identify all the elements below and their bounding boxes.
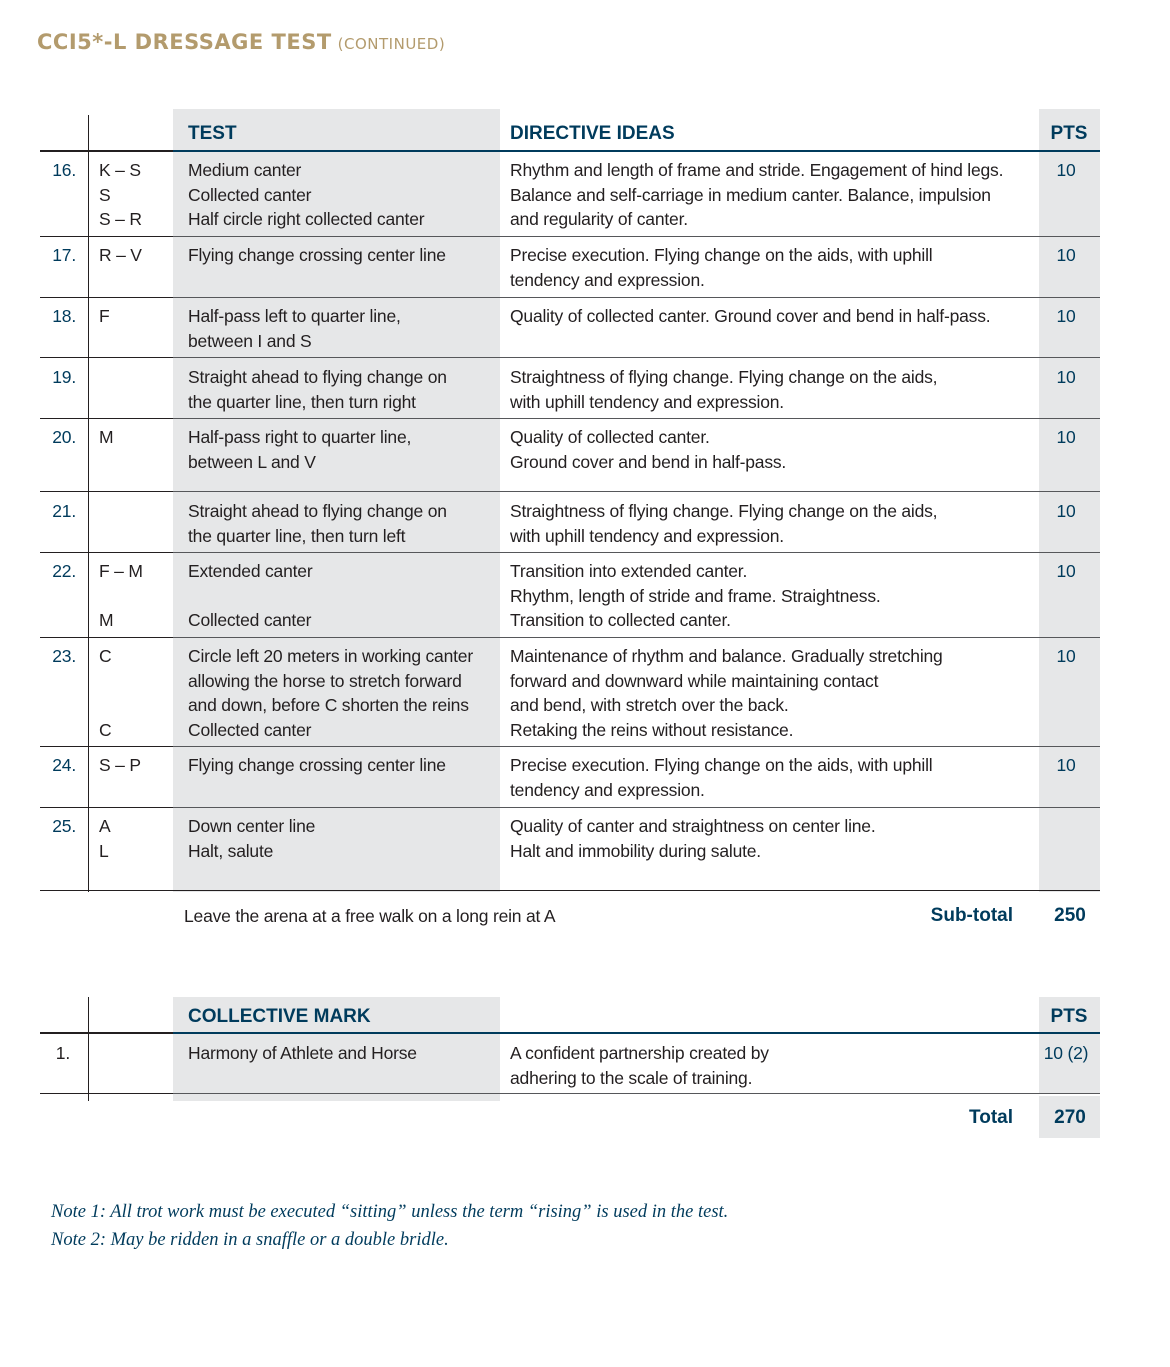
movement-markers-line bbox=[99, 693, 111, 718]
movement-directive-line: Ground cover and bend in half-pass. bbox=[510, 451, 787, 472]
movement-directive bbox=[510, 753, 932, 802]
movement-markers-line: C bbox=[99, 646, 112, 666]
movement-test-line: Straight ahead to flying change on bbox=[188, 501, 447, 521]
movement-markers bbox=[99, 243, 142, 268]
movement-test-line: Flying change crossing center line bbox=[188, 755, 446, 775]
movement-test bbox=[188, 365, 447, 414]
movement-directive-line: forward and downward while maintaining contact bbox=[510, 670, 879, 691]
movement-directive bbox=[510, 499, 937, 548]
movement-number: 19. bbox=[52, 367, 76, 387]
collective-header-rule bbox=[173, 1032, 1100, 1034]
movement-test bbox=[188, 559, 312, 633]
movement-directive-line: Halt and immobility during salute. bbox=[510, 840, 761, 861]
test-column-header: TEST bbox=[188, 123, 237, 144]
pts-column-header: PTS bbox=[1050, 123, 1088, 144]
row-divider bbox=[173, 357, 1100, 358]
movement-markers-line: F – M bbox=[99, 561, 143, 581]
row-divider-left bbox=[40, 807, 173, 808]
movement-pts: 10 bbox=[1056, 306, 1076, 326]
page-title-subtitle: (CONTINUED) bbox=[337, 35, 446, 53]
movement-number: 18. bbox=[52, 306, 76, 326]
movement-directive bbox=[510, 365, 937, 414]
movement-directive bbox=[510, 644, 943, 742]
movement-pts: 10 bbox=[1056, 561, 1076, 581]
movement-directive-line: and regularity of canter. bbox=[510, 209, 688, 229]
movement-directive-line: Transition into extended canter. bbox=[510, 561, 748, 581]
row-divider bbox=[173, 746, 1100, 747]
row-divider-left bbox=[40, 746, 173, 747]
movement-test-line: Collected canter bbox=[188, 719, 312, 740]
row-divider bbox=[173, 418, 1100, 419]
movement-test-line: Down center line bbox=[188, 816, 316, 836]
movement-number: 25. bbox=[52, 816, 76, 836]
movement-test-line: and down, before C shorten the reins bbox=[188, 695, 469, 715]
movement-markers-line: F bbox=[99, 306, 110, 326]
movement-number: 21. bbox=[52, 501, 76, 521]
movement-test-line: Collected canter bbox=[188, 610, 312, 630]
row-divider-left bbox=[40, 491, 173, 492]
movement-directive-line: tendency and expression. bbox=[510, 779, 705, 800]
movement-directive-line: Transition to collected canter. bbox=[510, 610, 731, 630]
movement-test-line: Flying change crossing center line bbox=[188, 245, 446, 265]
collective-pts-header: PTS bbox=[1050, 1006, 1088, 1027]
header-rule bbox=[173, 150, 1100, 152]
movement-pts: 10 bbox=[1056, 367, 1076, 387]
movement-directive-line: tendency and expression. bbox=[510, 269, 705, 290]
movement-directive-line: Maintenance of rhythm and balance. Gradually stretching bbox=[510, 646, 943, 666]
note-1: Note 1: All trot work must be executed “sitting” unless the term “rising” is used in the test. bbox=[51, 1202, 729, 1222]
movement-test-line: Collected canter bbox=[188, 184, 312, 205]
movement-directive-line: and bend, with stretch over the back. bbox=[510, 695, 789, 715]
movement-test-line: Half circle right collected canter bbox=[188, 209, 425, 229]
movement-markers bbox=[99, 814, 110, 863]
movement-markers-line: S – P bbox=[99, 755, 141, 775]
movement-markers-line: C bbox=[99, 719, 112, 740]
movement-test-line: Medium canter bbox=[188, 160, 302, 180]
row-divider bbox=[173, 236, 1100, 237]
row-divider bbox=[173, 552, 1100, 553]
subtotal-label: Sub-total bbox=[930, 905, 1013, 926]
row-divider bbox=[173, 807, 1100, 808]
collective-marker-divider bbox=[88, 997, 89, 1101]
row-divider-left bbox=[40, 418, 173, 419]
movement-test-line: between L and V bbox=[188, 451, 316, 472]
movement-test-line: between I and S bbox=[188, 330, 312, 351]
movement-test-line: the quarter line, then turn left bbox=[188, 525, 406, 546]
movement-test bbox=[188, 499, 447, 548]
collective-bottom-rule bbox=[173, 1093, 1100, 1094]
movement-markers-line: S – R bbox=[99, 209, 142, 229]
movement-directive-line: Straightness of flying change. Flying change on the aids, bbox=[510, 501, 938, 521]
subtotal-value: 250 bbox=[1054, 905, 1086, 926]
movement-markers-line bbox=[99, 584, 143, 609]
movement-directive-line: Precise execution. Flying change on the aids, with uphill bbox=[510, 755, 933, 775]
movement-directive-line: Balance and self-carriage in medium canter. Balance, impulsion bbox=[510, 184, 991, 205]
movement-test-line: allowing the horse to stretch forward bbox=[188, 670, 462, 691]
movement-markers-line: S bbox=[99, 184, 111, 205]
movement-test-line bbox=[188, 584, 312, 609]
movement-test-line: Straight ahead to flying change on bbox=[188, 367, 447, 387]
movement-directive-line: Quality of canter and straightness on center line. bbox=[510, 816, 876, 836]
movement-test-line: Circle left 20 meters in working canter bbox=[188, 646, 473, 666]
movement-markers-line: K – S bbox=[99, 160, 141, 180]
movement-markers bbox=[99, 644, 111, 742]
collective-header-rule-left bbox=[40, 1032, 173, 1034]
movement-directive-line: with uphill tendency and expression. bbox=[510, 525, 784, 546]
movement-directive-line: Rhythm, length of stride and frame. Straightness. bbox=[510, 585, 881, 606]
movement-directive-line: Straightness of flying change. Flying change on the aids, bbox=[510, 367, 938, 387]
collective-mark-header: COLLECTIVE MARK bbox=[188, 1006, 371, 1027]
row-divider-left bbox=[40, 297, 173, 298]
row-divider-left bbox=[40, 236, 173, 237]
movement-number: 20. bbox=[52, 427, 76, 447]
movement-pts: 10 bbox=[1056, 755, 1076, 775]
movement-test bbox=[188, 814, 315, 863]
movement-directive-line: Quality of collected canter. bbox=[510, 427, 710, 447]
movement-directive-line: Rhythm and length of frame and stride. Engagement of hind legs. bbox=[510, 160, 1004, 180]
movement-pts: 10 bbox=[1056, 501, 1076, 521]
movement-test bbox=[188, 243, 446, 268]
page-title bbox=[37, 30, 445, 54]
movement-directive-line: Precise execution. Flying change on the aids, with uphill bbox=[510, 245, 933, 265]
movement-markers-line: M bbox=[99, 610, 114, 630]
movement-number: 16. bbox=[52, 160, 76, 180]
movement-pts: 10 bbox=[1056, 646, 1076, 666]
row-divider bbox=[173, 491, 1100, 492]
note-2: Note 2: May be ridden in a snaffle or a double bridle. bbox=[51, 1230, 449, 1250]
movement-number: 22. bbox=[52, 561, 76, 581]
row-divider-left bbox=[40, 552, 173, 553]
movement-directive bbox=[510, 158, 1003, 232]
movement-test bbox=[188, 158, 424, 232]
movement-markers bbox=[99, 304, 110, 329]
collective-directive-text: A confident partnership created by adhering to the scale of training. bbox=[510, 1043, 769, 1088]
directive-ideas-column-header: DIRECTIVE IDEAS bbox=[510, 123, 675, 144]
movement-markers bbox=[99, 425, 113, 450]
movement-directive bbox=[510, 559, 881, 633]
page-title-main: CCI5*-L DRESSAGE TEST bbox=[37, 30, 332, 54]
row-divider bbox=[173, 297, 1100, 298]
movement-test bbox=[188, 753, 446, 778]
total-value: 270 bbox=[1054, 1107, 1086, 1128]
movement-pts: 10 bbox=[1056, 160, 1076, 180]
movement-test bbox=[188, 425, 411, 474]
header-rule-left bbox=[40, 150, 173, 152]
collective-test-text: Harmony of Athlete and Horse bbox=[188, 1043, 417, 1063]
marker-column-divider bbox=[88, 115, 89, 892]
movement-test-line: Halt, salute bbox=[188, 840, 274, 861]
movement-markers bbox=[99, 559, 143, 633]
movement-test-line: Half-pass left to quarter line, bbox=[188, 306, 401, 326]
movement-directive bbox=[510, 814, 876, 863]
movement-number: 17. bbox=[52, 245, 76, 265]
movement-pts: 10 bbox=[1056, 245, 1076, 265]
row-divider-left bbox=[40, 637, 173, 638]
movement-markers bbox=[99, 158, 142, 232]
movement-directive bbox=[510, 304, 990, 329]
movement-test bbox=[188, 304, 401, 353]
movement-directive bbox=[510, 243, 932, 292]
movement-number: 23. bbox=[52, 646, 76, 666]
row-divider-left bbox=[40, 357, 173, 358]
movement-directive-line: with uphill tendency and expression. bbox=[510, 391, 784, 412]
movement-test-line: the quarter line, then turn right bbox=[188, 391, 416, 412]
movement-markers-line: M bbox=[99, 427, 114, 447]
movement-markers-line bbox=[99, 669, 111, 694]
total-label: Total bbox=[969, 1107, 1013, 1128]
table-bottom-rule bbox=[40, 890, 1100, 891]
movement-directive-line: Quality of collected canter. Ground cover and bend in half-pass. bbox=[510, 306, 991, 326]
leave-arena-instruction: Leave the arena at a free walk on a long rein at A bbox=[184, 906, 556, 926]
movement-markers-line: A bbox=[99, 816, 111, 836]
collective-bottom-rule-left bbox=[40, 1093, 173, 1094]
movement-test-line: Extended canter bbox=[188, 561, 313, 581]
movement-markers bbox=[99, 753, 141, 778]
movement-markers-line: R – V bbox=[99, 245, 142, 265]
row-divider bbox=[173, 637, 1100, 638]
movement-number: 24. bbox=[52, 755, 76, 775]
collective-number: 1. bbox=[55, 1043, 70, 1063]
movement-markers-line: L bbox=[99, 840, 109, 861]
movement-directive-line: Retaking the reins without resistance. bbox=[510, 719, 794, 740]
movement-test bbox=[188, 644, 473, 742]
movement-pts: 10 bbox=[1056, 427, 1076, 447]
movement-directive bbox=[510, 425, 786, 474]
collective-pts-value: 10 (2) bbox=[1043, 1043, 1089, 1063]
movement-test-line: Half-pass right to quarter line, bbox=[188, 427, 412, 447]
